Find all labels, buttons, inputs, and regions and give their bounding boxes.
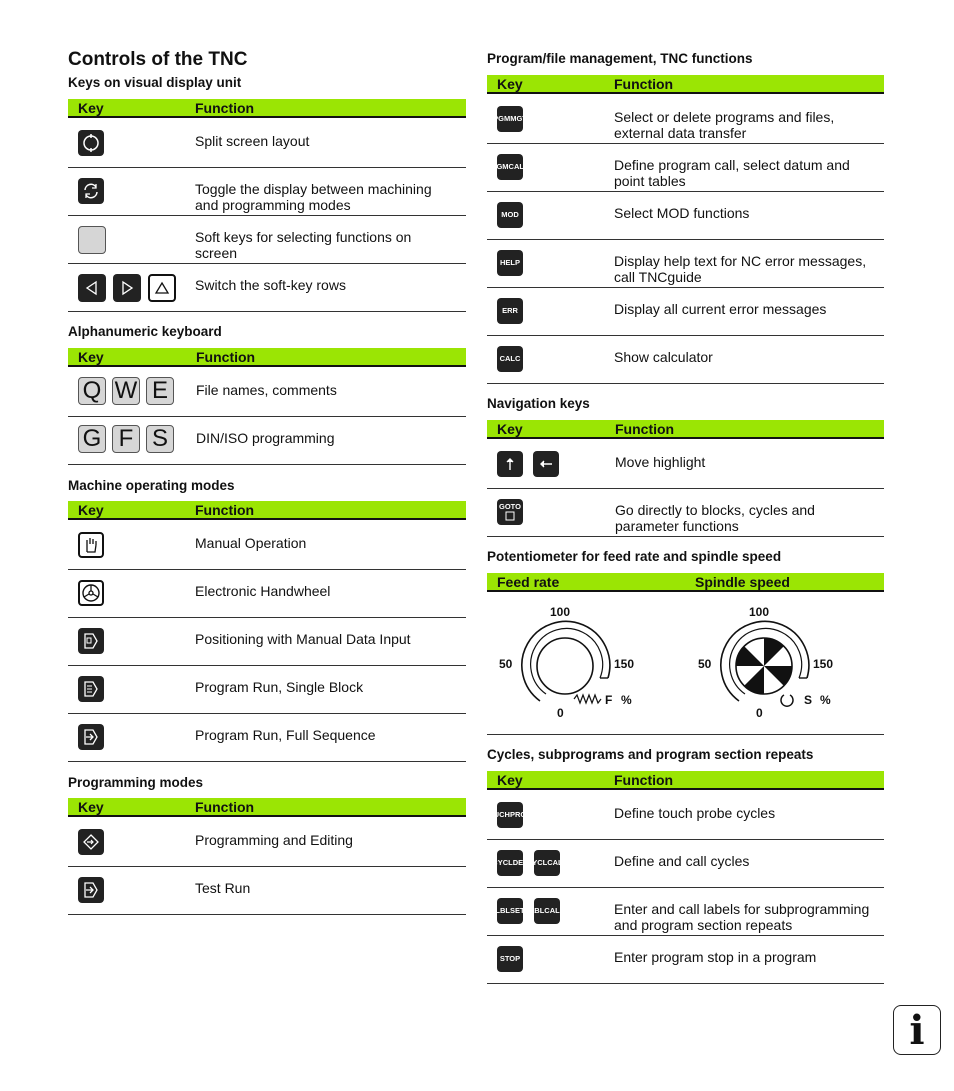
col-spindle-speed: Spindle speed [695,574,790,590]
spindle-speed-dial[interactable] [714,616,814,716]
table-row [68,369,466,417]
feed-label-150: 150 [614,657,635,671]
function-text: DIN/ISO programming [196,430,335,446]
key-label: MGT [510,114,527,123]
col-function: Function [614,76,674,92]
nav-heading: Navigation keys [487,396,590,411]
touch-probe-key[interactable] [483,802,537,828]
feed-label-0: 0 [557,706,564,720]
table-row [68,819,466,867]
table-row [68,264,466,312]
edit-icon[interactable] [78,829,104,855]
lbl-call-key[interactable] [529,898,565,924]
col-key: Key [78,100,104,116]
arrow-up-icon[interactable] [497,451,523,477]
alpha-table-header [68,348,466,367]
cycl-def-key[interactable] [492,850,528,876]
col-feed-rate: Feed rate [497,574,560,590]
calc-key[interactable] [497,346,523,372]
arrow-left-icon[interactable] [533,451,559,477]
soft-key-right-icon[interactable] [113,274,141,302]
table-row [68,417,466,465]
table-row [68,867,466,915]
table-row [68,120,466,168]
key-label: MOD [501,210,519,219]
pgm-table-header [487,75,884,94]
pot-table-header [487,573,884,592]
function-text: Toggle the display between machining and programming modes [195,181,432,213]
key-label: SET [510,906,525,915]
cycles-heading: Cycles, subprograms and program section repeats [487,747,814,762]
key-label: LBL [495,906,510,915]
err-key[interactable] [497,298,523,324]
table-row [487,840,884,888]
key-e[interactable]: E [146,377,174,405]
table-row [68,666,466,714]
feed-symbol: F [605,693,613,707]
function-text: Go directly to blocks, cycles and parameter functions [615,502,815,534]
col-function: Function [614,772,674,788]
key-label: PROBE [509,810,537,819]
function-text: Move highlight [615,454,706,470]
feed-label-50: 50 [499,657,513,671]
table-row [487,240,884,288]
function-text: Define program call, select datum and point tables [614,157,850,189]
key-label: ERR [502,306,518,315]
key-label: CALC [499,354,521,363]
key-label: LBL [529,906,545,915]
feed-label-100: 100 [550,605,571,619]
spindle-symbol: S [804,693,813,707]
col-function: Function [615,421,675,437]
table-row [487,441,884,489]
single-block-icon[interactable] [78,676,104,702]
pot-heading: Potentiometer for feed rate and spindle speed [487,549,782,564]
col-function: Function [195,100,255,116]
key-label: STOP [499,954,521,963]
col-key: Key [497,772,523,788]
table-row [68,714,466,762]
spindle-label-50: 50 [698,657,712,671]
function-text: Define and call cycles [614,853,750,869]
handwheel-icon[interactable] [78,580,104,606]
table-row [487,489,884,537]
table-row [483,792,884,840]
function-text: Enter and call labels for subprogramming and program section repeats [614,901,870,933]
table-row [68,216,466,264]
col-function: Function [195,799,255,815]
function-text: Select or delete programs and files, external data transfer [614,109,835,141]
help-key[interactable] [497,250,523,276]
spindle-label-150: 150 [813,657,834,671]
machine-table-header [68,501,466,520]
toggle-display-key[interactable] [78,178,104,204]
function-text: File names, comments [196,382,337,398]
potentiometer-row [487,594,884,735]
function-text: Define touch probe cycles [614,805,776,821]
vdu-heading: Keys on visual display unit [68,75,242,90]
spindle-unit: % [820,693,831,707]
key-label: CALL [547,858,568,867]
key-label: CALL [544,906,565,915]
key-w[interactable]: W [112,377,140,405]
function-text: Enter program stop in a program [614,949,817,965]
function-text: Soft keys for selecting functions on screen [195,229,412,261]
cycles-table-header [487,771,884,790]
goto-key[interactable] [497,499,523,525]
function-text: Manual Operation [195,535,307,551]
function-text: Positioning with Manual Data Input [195,631,411,647]
key-label: HELP [499,258,520,267]
col-key: Key [78,502,104,518]
info-icon: i [893,1005,941,1055]
lbl-set-key[interactable] [497,898,523,924]
function-text: Electronic Handwheel [195,583,331,599]
table-row [487,96,884,144]
pgm-call-key[interactable] [491,154,529,180]
key-label: TOUCH [483,810,510,819]
function-text: Programming and Editing [195,832,353,848]
feed-wave-icon [573,693,603,705]
full-sequence-icon[interactable] [78,724,104,750]
programming-heading: Programming modes [68,775,204,790]
function-text: Select MOD functions [614,205,750,221]
goto-key-label: GOTO [499,502,521,511]
key-label: PGM [491,162,509,171]
cycl-call-key[interactable] [526,850,568,876]
pgm-heading: Program/file management, TNC functions [487,51,753,66]
key-label: DEF [512,858,528,867]
hand-icon[interactable] [78,532,104,558]
page-title: Controls of the TNC [68,49,248,70]
table-row [68,168,466,216]
alpha-heading: Alphanumeric keyboard [68,324,222,339]
mdi-icon[interactable] [78,628,104,654]
soft-key-up-icon[interactable] [148,274,176,302]
key-label: CYCL [492,858,513,867]
function-text: Switch the soft-key rows [195,277,346,293]
function-text: Show calculator [614,349,713,365]
soft-key-left-icon[interactable] [78,274,106,302]
col-function: Function [195,502,255,518]
key-label: PGM [493,114,511,123]
table-row [68,618,466,666]
soft-key[interactable] [78,226,106,254]
function-text: Test Run [195,880,251,896]
table-row [68,570,466,618]
machine-heading: Machine operating modes [68,478,235,493]
col-key: Key [78,799,104,815]
pgm-mgt-key[interactable] [493,106,527,132]
table-row [487,336,884,384]
key-g[interactable]: G [78,425,106,453]
col-function: Function [196,349,256,365]
key-label: CYCL [526,858,548,867]
spindle-label-100: 100 [749,605,770,619]
vdu-table-header [68,99,466,118]
mod-key[interactable] [497,202,523,228]
table-row [68,522,466,570]
function-text: Program Run, Single Block [195,679,364,695]
key-label: CALL [508,162,529,171]
table-row [487,288,884,336]
function-text: Display all current error messages [614,301,827,317]
table-row [487,936,884,984]
spindle-rotation-icon [779,692,795,708]
key-s[interactable]: S [146,425,174,453]
function-text: Display help text for NC error messages, call TNCguide [614,253,867,285]
feed-unit: % [621,693,632,707]
col-key: Key [497,76,523,92]
key-q[interactable]: Q [78,377,106,405]
spindle-label-0: 0 [756,706,763,720]
col-key: Key [78,349,104,365]
programming-table-header [68,798,466,817]
key-f[interactable]: F [112,425,140,453]
function-text: Program Run, Full Sequence [195,727,376,743]
table-row [487,144,884,192]
split-screen-key[interactable] [78,130,104,156]
stop-key[interactable] [497,946,523,972]
function-text: Split screen layout [195,133,310,149]
nav-table-header [487,420,884,439]
table-row [487,888,884,936]
test-run-icon[interactable] [78,877,104,903]
table-row [487,192,884,240]
col-key: Key [497,421,523,437]
